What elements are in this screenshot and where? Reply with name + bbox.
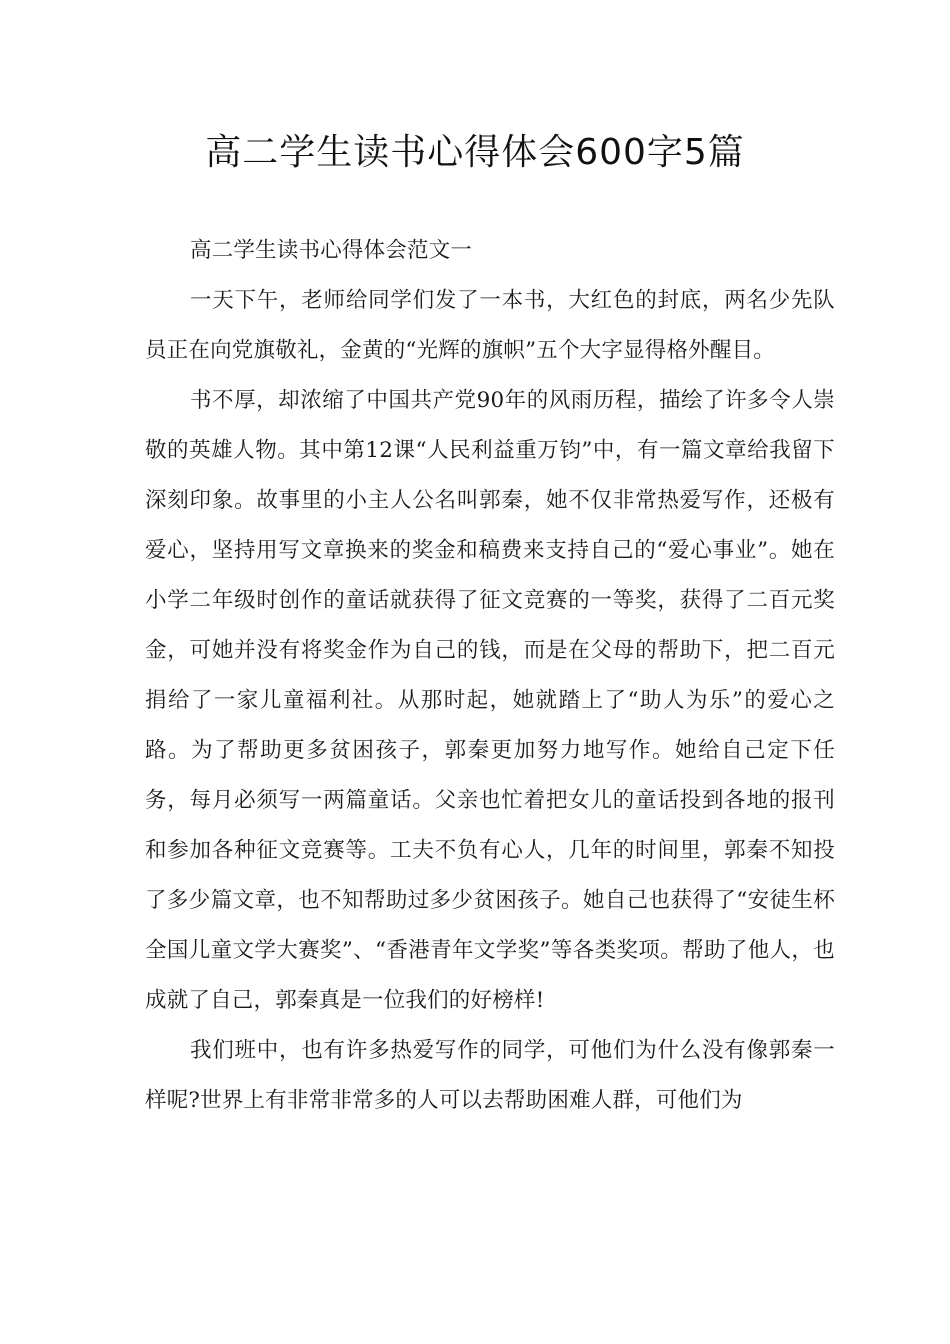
paragraph: 一天下午，老师给同学们发了一本书，大红色的封底，两名少先队员正在向党旗敬礼，金黄的“光辉的旗帜”五个大字显得格外醒目。 bbox=[145, 288, 835, 363]
section-heading: 高二学生读书心得体会范文一 bbox=[190, 238, 473, 263]
paragraph: 书不厚，却浓缩了中国共产党90年的风雨历程，描绘了许多令人崇敬的英雄人物。其中第12课“人民利益重万钧”中，有一篇文章给我留下深刻印象。故事里的小主人公名叫郭秦，她不仅非常热爱写作，还极有爱心，坚持用写文章换来的奖金和稿费来支持自己的“爱心事业”。她在小学二年级时创作的童话就获得了征文竞赛的一等奖，获得了二百元奖金，可她并没有将奖金作为自己的钱，而是在父母的帮助下，把二百元捐给了一家儿童福利社。从那时起，她就踏上了“助人为乐”的爱心之路。为了帮助更多贫困孩子，郭秦更加努力地写作。她给自己定下任务，每月必须写一两篇童话。父亲也忙着把女儿的童话投到各地的报刊和参加各种征文竞赛等。工夫不负有心人，几年的时间里，郭秦不知投了多少篇文章，也不知帮助过多少贫困孩子。她自己也获得了“安徒生杯全国儿童文学大赛奖”、“香港青年文学奖”等各类奖项。帮助了他人，也成就了自己，郭秦真是一位我们的好榜样! bbox=[145, 388, 835, 1013]
document-body bbox=[145, 226, 835, 1126]
document-title: 高二学生读书心得体会600字5篇 bbox=[205, 132, 745, 173]
paragraph: 我们班中，也有许多热爱写作的同学，可他们为什么没有像郭秦一样呢?世界上有非常非常多的人可以去帮助困难人群，可他们为 bbox=[145, 1038, 835, 1113]
